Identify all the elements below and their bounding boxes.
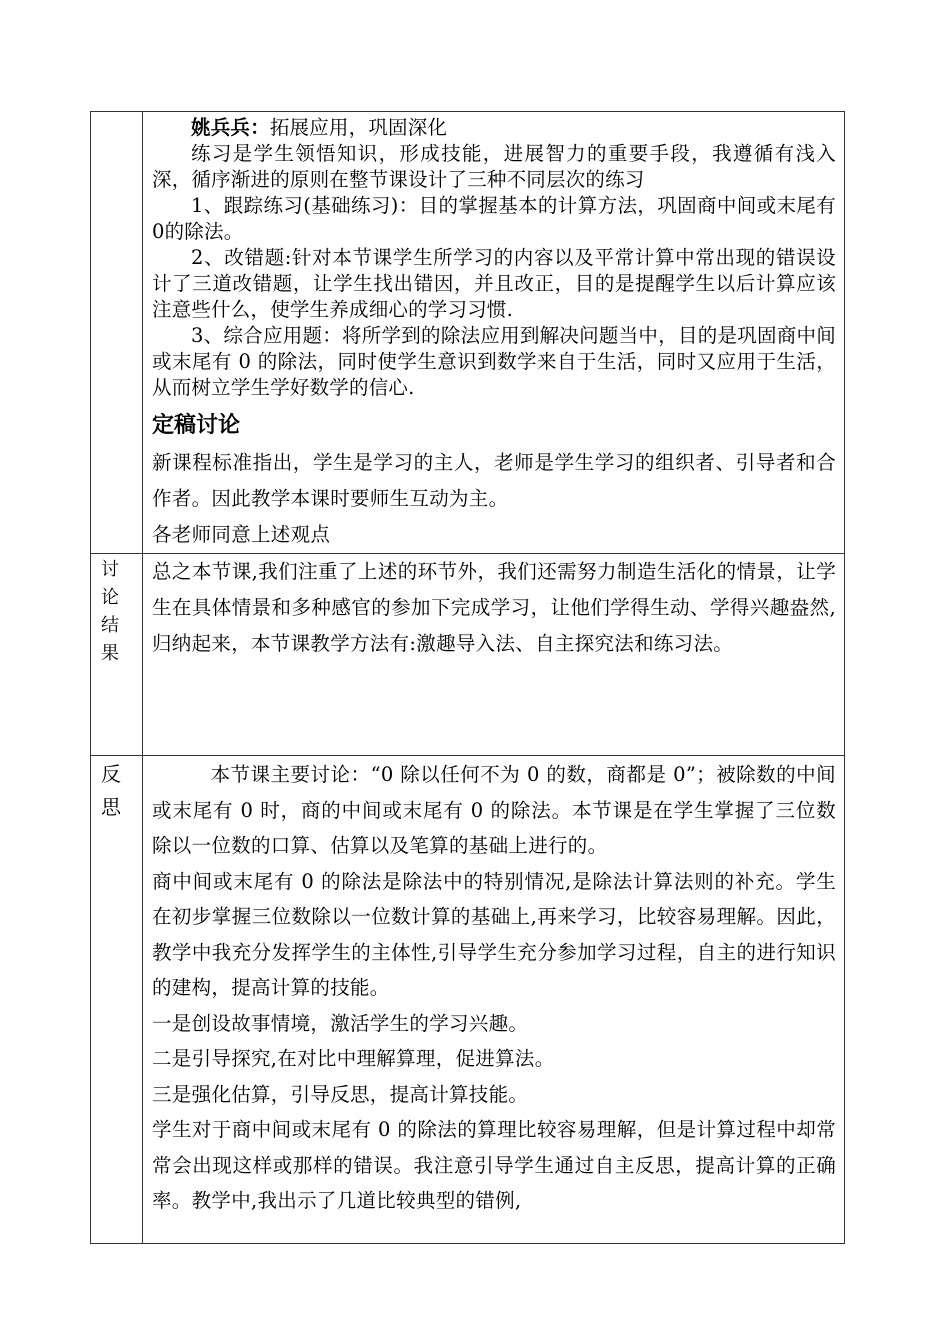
label-char: 思 xyxy=(101,795,121,819)
discussion-result-cell xyxy=(143,554,845,756)
table-row xyxy=(91,756,845,1244)
paragraph: 三是强化估算，引导反思，提高计算技能。 xyxy=(152,1082,529,1106)
label-char: 果 xyxy=(101,643,119,664)
paragraph: 商中间或末尾有 0 的除法是除法中的特别情况,是除法计算法则的补充。学生在初步掌握三位数除以一位数计算的基础上,再来学习，比较容易理解。因此，教学中我充分发挥学生的主体性,引导学生充分参加学习过程，自主的进行知识的建构，提高计算的技能。 xyxy=(152,869,836,999)
label-char: 论 xyxy=(101,587,119,608)
paragraph: 1、跟踪练习(基础练习)：目的掌握基本的计算方法，巩固商中间或末尾有0的除法。 xyxy=(152,194,836,243)
paragraph: 3、综合应用题：将所学到的除法应用到解决问题当中，目的是巩固商中间或末尾有 0 的除法，同时使学生意识到数学来自于生活，同时又应用于生活，从而树立学生学好数学的信心. xyxy=(152,324,836,399)
paragraph: 一是创设故事情境，激活学生的学习兴趣。 xyxy=(152,1011,529,1035)
practice-design-cell xyxy=(143,112,845,554)
speaker-line xyxy=(152,115,836,141)
label-char: 结 xyxy=(101,615,119,636)
empty-label-cell xyxy=(91,112,143,554)
lesson-discussion-table xyxy=(90,111,845,1244)
section-heading: 定稿讨论 xyxy=(152,413,241,438)
reflection-cell xyxy=(143,756,845,1244)
paragraph: 学生对于商中间或末尾有 0 的除法的算理比较容易理解，但是计算过程中却常常会出现这样或那样的错误。我注意引导学生通过自主反思，提高计算的正确率。教学中,我出示了几道比较典型的错例, xyxy=(152,1118,836,1212)
paragraph: 各老师同意上述观点 xyxy=(152,523,331,546)
row-label-discussion-result xyxy=(91,554,143,756)
paragraph: 2、改错题:针对本节课学生所学习的内容以及平常计算中常出现的错误设计了三道改错题，让学生找出错因，并且改正，目的是提醒学生以后计算应该注意些什么，使学生养成细心的学习习惯. xyxy=(152,246,836,321)
row-label-reflection xyxy=(91,756,143,1244)
label-char: 讨 xyxy=(101,559,119,580)
speaker-name: 姚兵兵： xyxy=(191,116,270,139)
table-row xyxy=(91,554,845,756)
paragraph: 本节课主要讨论：“0 除以任何不为 0 的数，商都是 0”；被除数的中间或末尾有 0 时，商的中间或末尾有 0 的除法。本节课是在学生掌握了三位数除以一位数的口算、估算以及笔算的基础上进行的。 xyxy=(152,763,836,857)
paragraph: 总之本节课,我们注重了上述的环节外，我们还需努力制造生活化的情景，让学生在具体情景和多种感官的参加下完成学习，让他们学得生动、学得兴趣盎然,归纳起来，本节课教学方法有:激趣导入法、自主探究法和练习法。 xyxy=(152,560,836,655)
paragraph: 练习是学生领悟知识，形成技能，进展智力的重要手段，我遵循有浅入深，循序渐进的原则在整节课设计了三种不同层次的练习 xyxy=(152,142,836,191)
paragraph: 二是引导探究,在对比中理解算理，促进算法。 xyxy=(152,1047,555,1070)
paragraph: 新课程标准指出，学生是学习的主人，老师是学生学习的组织者、引导者和合作者。因此教学本课时要师生互动为主。 xyxy=(152,451,836,510)
speaker-topic: 拓展应用，巩固深化 xyxy=(269,116,448,139)
table-row xyxy=(91,112,845,554)
label-char: 反 xyxy=(101,762,121,786)
